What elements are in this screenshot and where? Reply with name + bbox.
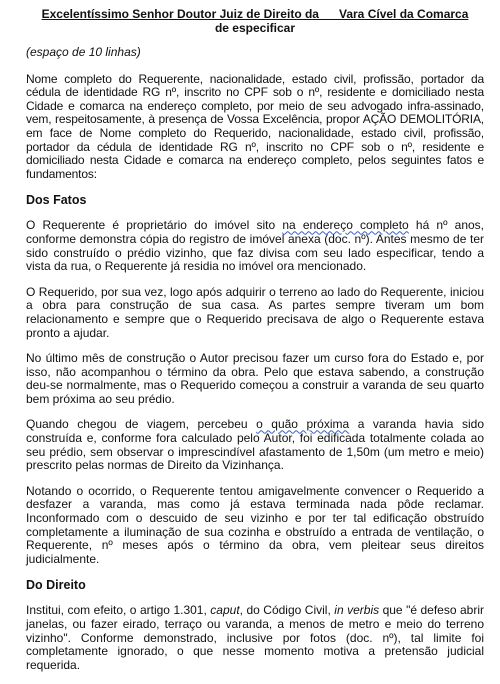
spacing-note: (espaço de 10 linhas): [26, 45, 141, 59]
intro-paragraph: Nome completo do Requerente, nacionalidade, estado civil, profissão, portador da cédula de identidade RG nº, inscrito no CPF sob o nº, residente e domiciliado nesta Cidade e comarca na endereço completo, por meio de seu advogado infra-assinado, vem, respeitosamente, à presença de Vossa Excelência, propor AÇÃO DEMOLITÓRIA, em face de Nome completo do Requerido, nacionalidade, estado civil, profissão, portador da cédula de identidade RG nº, inscrito no CPF sob o nº, residente e domiciliado nesta Cidade e comarca na endereço completo, pelos seguintes fatos e fundamentos:: [26, 71, 484, 181]
law-p1-text-b: , do Código Civil,: [239, 603, 335, 618]
title-line-2: de especificar: [214, 21, 296, 35]
facts-p1-text-b: há nº anos, conforme demonstra cópia do registro de imóvel anexa (doc. nº). Antes mesmo de ter sido construído o prédio vizinho, que faz divisa com seu lado especificar, tendo a vista da rua, o Requerente já residia no imóvel ora mencionado.: [26, 218, 485, 274]
title-line-1: Excelentíssimo Senhor Doutor Juiz de Direito da __ Vara Cível da Comarca: [41, 7, 469, 21]
section-heading-law: Do Direito: [26, 578, 86, 593]
facts-paragraph-4: [26, 418, 484, 472]
facts-p4-text-a: Quando chegou de viagem, percebeu: [26, 417, 257, 432]
law-p1-text-c: que "é defeso abrir janelas, ou fazer eirado, terraço ou varanda, a menos de metro e meio do terreno vizinho". Conforme demonstrado, inclusive por fotos (doc. nº), tal limite foi completamente ignorado, o que nesse momento motiva a pretensão judicial requerida.: [26, 603, 485, 672]
facts-p4-text-b: a varanda havia sido construída e, conforme fora calculado pelo Autor, foi edificada totalmente colada ao seu prédio, sem observar o imprescindível afastamento de 1,50m (um metro e meio) prescrito pelas normas de Direito da Vizinhança.: [26, 417, 484, 473]
spellcheck-flag[interactable]: o quão próxima: [256, 417, 350, 432]
law-paragraph-1: [26, 604, 484, 672]
facts-paragraph-1: [26, 219, 484, 273]
facts-paragraph-5: Notando o ocorrido, o Requerente tentou amigavelmente convencer o Requerido a desfazer a varanda, mas como já estava terminada nada pôde reclamar. Inconformado com o descuido de seu vizinho e por ter tal edificação obstruído completamente a iluminação de sua cozinha e obstruído a entrada de ventilação, o Requerente, nº meses após o término da obra, vem pleitear seus direitos judicialmente.: [26, 483, 484, 566]
facts-paragraph-3: No último mês de construção o Autor precisou fazer um curso fora do Estado e, por isso, não acompanhou o término da obra. Pelo que estava sabendo, a construção deu-se normalmente, mas o Requerido começou a construir a varanda de seu quarto bem próxima ao seu prédio.: [26, 351, 484, 406]
facts-p1-text-a: O Requerente é proprietário do imóvel sito: [26, 218, 283, 233]
law-p1-text-a: Institui, com efeito, o artigo 1.301,: [26, 603, 211, 618]
section-heading-facts: Dos Fatos: [26, 193, 87, 208]
spellcheck-flag[interactable]: na endereço completo: [282, 218, 409, 233]
document-title: [26, 7, 484, 35]
document-page: [26, 7, 484, 684]
law-p1-caput: caput: [210, 603, 240, 618]
law-p1-in-verbis: in verbis: [334, 603, 380, 618]
facts-paragraph-2: O Requerido, por sua vez, logo após adquirir o terreno ao lado do Requerente, iniciou a obra para construção de sua casa. As partes sempre tiveram um bom relacionamento e sempre que o Requerido precisava de algo o Requerente estava pronto a ajudar.: [26, 284, 484, 340]
